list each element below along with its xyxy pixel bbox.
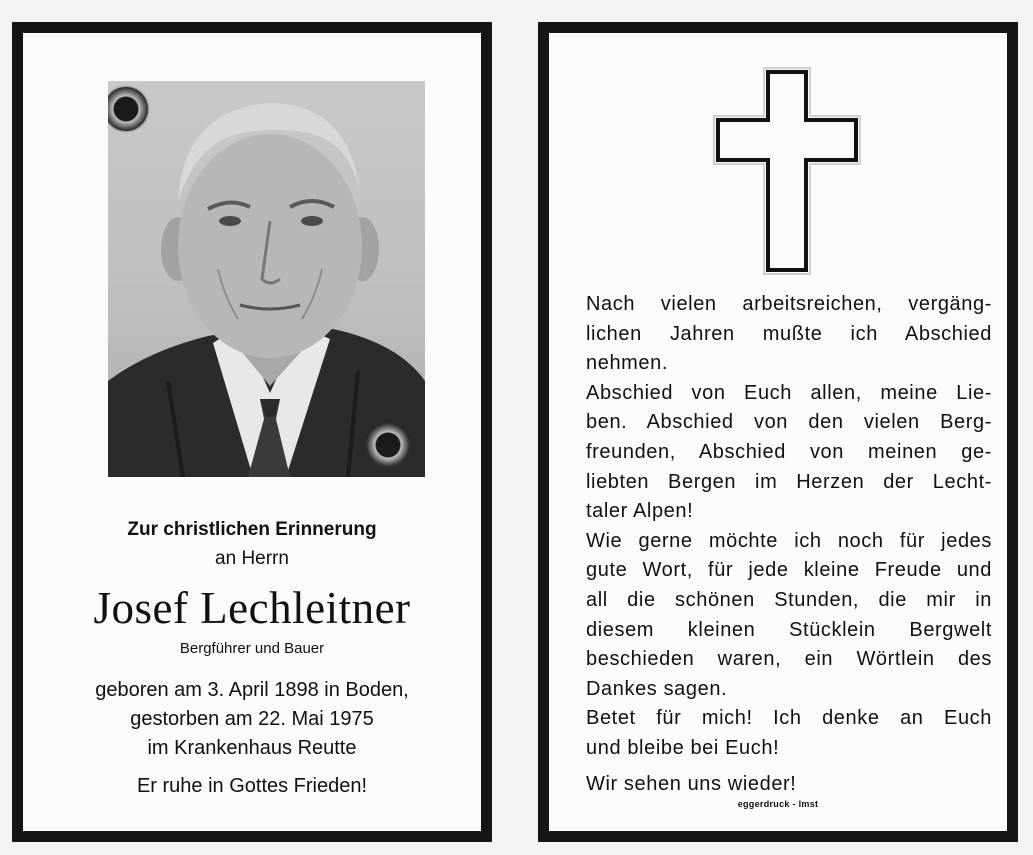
poem-line: und bleibe bei Euch! [586,736,780,759]
poem-line: all die schönen Stunden, die mir in [586,588,992,611]
poem-line: Abschied von Euch allen, meine Lie- [586,381,992,404]
portrait-photo [108,81,425,477]
poem-line: ben. Abschied von den vielen Berg- [586,411,992,434]
deceased-name: Josef Lechleitner [93,583,411,633]
poem-line: freunden, Abschied von meinen ge- [586,440,992,463]
printer-credit: eggerdruck - Imst [737,799,819,809]
poem-line: Wir sehen uns wieder! [586,772,797,795]
death-place-line: im Krankenhaus Reutte [147,737,357,759]
farewell-text [586,290,992,799]
poem-line: lichen Jahren mußte ich Abschied [586,322,992,345]
poem-line: Dankes sagen. [586,677,728,700]
birth-line: geboren am 3. April 1898 in Boden, [95,679,409,701]
poem-line: gute Wort, für jede kleine Freude und [586,559,992,582]
salutation: an Herrn [215,548,289,569]
poem-line: nehmen. [586,352,669,375]
grommet-bottom [366,423,410,467]
occupation: Bergführer und Bauer [179,640,325,657]
poem-line: diesem kleinen Stücklein Bergwelt [586,618,992,641]
poem-line: beschieden waren, ein Wörtlein des [586,648,992,671]
poem-line: Nach vielen arbeitsreichen, vergäng- [586,293,992,315]
cross-icon [712,66,862,276]
poem-line: Betet für mich! Ich denke an Euch [586,707,992,730]
life-dates [23,676,481,763]
memorial-card-back [538,22,1018,842]
memorial-card-front [12,22,492,842]
intro-heading: Zur christlichen Erinnerung [127,519,377,540]
poem-line: taler Alpen! [586,500,694,523]
blessing: Er ruhe in Gottes Frieden! [136,775,368,797]
poem-line: Wie gerne möchte ich noch für jedes [586,529,992,552]
death-line: gestorben am 22. Mai 1975 [130,708,374,730]
poem-line: liebten Bergen im Herzen der Lecht- [586,470,992,493]
